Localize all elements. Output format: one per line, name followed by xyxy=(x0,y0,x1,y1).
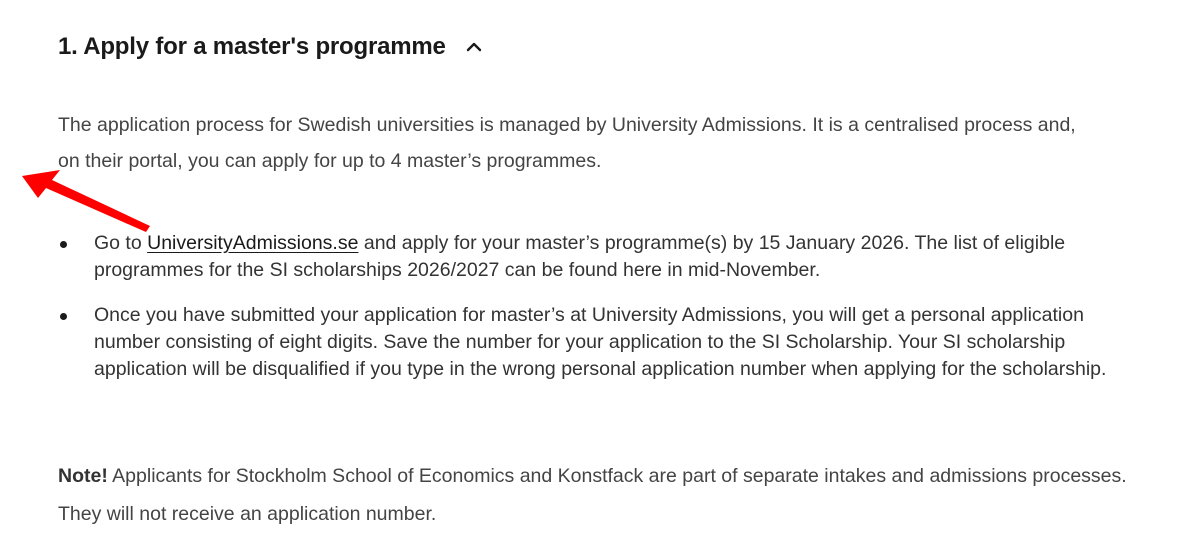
note-paragraph xyxy=(58,457,1148,533)
arrow-shape xyxy=(22,170,150,232)
bullet-text: Once you have submitted your application for master’s at University Admissions, you will get a personal application number consisting of eight digits. Save the number for your application to the SI Scholarship. Your SI scholarship application will be disqualified if you type in the wrong personal application number when applying for the scholarship. xyxy=(94,304,1107,380)
note-label: Note! xyxy=(58,465,108,487)
accordion-panel xyxy=(58,0,1158,552)
bullet-prefix: Go to xyxy=(94,232,148,254)
bullet-suffix: and apply for your master’s programme(s) by 15 January 2026. The list of eligible programmes for the SI scholarships 2026/2027 can be found here in mid-November. xyxy=(94,232,1066,281)
intro-paragraph: The application process for Swedish universities is managed by University Admissions. It is a centralised process and, on their portal, you can apply for up to 4 master’s programmes. xyxy=(58,114,1076,172)
red-arrow-icon xyxy=(20,168,155,233)
list-item xyxy=(58,230,1118,284)
university-admissions-link[interactable]: UniversityAdmissions.se xyxy=(147,232,359,254)
chevron-up-icon[interactable] xyxy=(466,39,482,55)
accordion-title: 1. Apply for a master's programme xyxy=(58,33,446,60)
bullet-dot xyxy=(60,313,67,320)
note-text: Applicants for Stockholm School of Economics and Konstfack are part of separate intakes and admissions processes. They will not receive an application number. xyxy=(58,465,1127,525)
accordion-header[interactable] xyxy=(58,30,482,64)
instructions-list xyxy=(58,230,1118,401)
bullet-dot xyxy=(60,241,67,248)
list-item xyxy=(58,302,1118,383)
